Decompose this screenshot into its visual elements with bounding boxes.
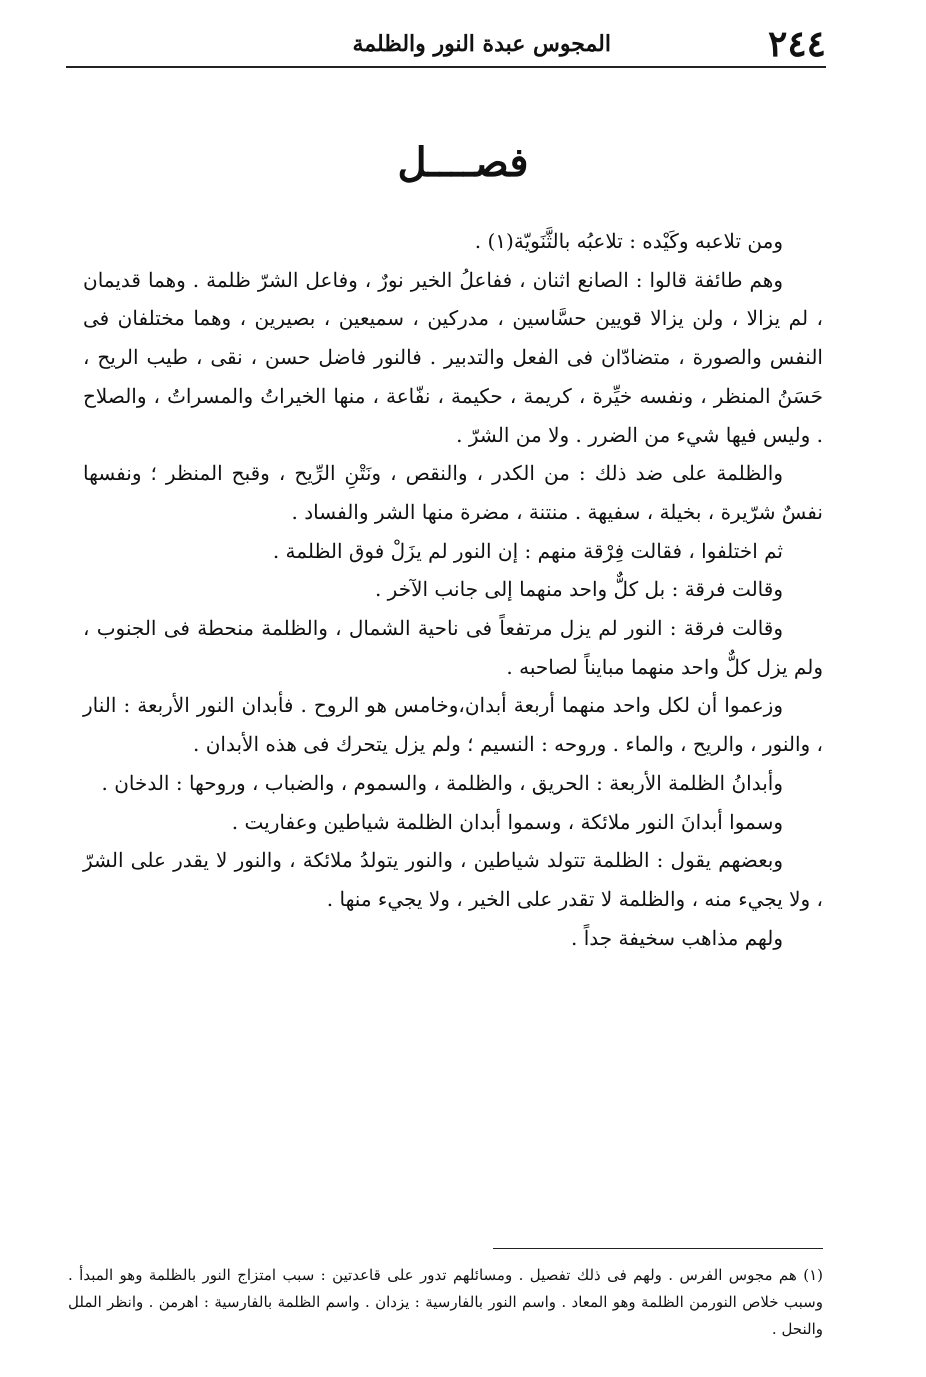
footnote-divider [493, 1248, 823, 1249]
paragraph: وسموا أبدانَ النور ملائكة ، وسموا أبدان الظلمة شياطين وعفاريت . [231, 809, 783, 834]
paragraph: وقالت فرقة : النور لم يزل مرتفعاً فى ناحية الشمال ، والظلمة منحطة فى الجنوب ، ولم يزل كلٌّ واحد منهما مبايناً لصاحبه . [83, 616, 823, 679]
paragraph: ومن تلاعبه وكَيْده : تلاعبُه بالثَّنَويّة(١) . [474, 229, 783, 253]
paragraph: وهم طائفة قالوا : الصانع اثنان ، ففاعلُ الخير نورٌ ، وفاعل الشرّ ظلمة . وهما قديمان ، لم يزالا ، ولن يزالا قويين حسَّاسين ، مدركين ، سميعين ، بصيرين ، وهما مختلفان فى النفس والصورة ، متضادّان فى الفعل والتدبير . فالنور فاضل حسن ، نقى ، طيب الريح ، حَسَنُ المنظر ، ونفسه خيِّرة ، كريمة ، حكيمة ، نفّاعة ، منها الخيراتُ والمسراتُ ، والصلاح . وليس فيها شيء من الضرر . ولا من الشرّ . [83, 267, 823, 447]
paragraph: ولهم مذاهب سخيفة جداً . [571, 925, 783, 950]
body-text [83, 222, 823, 957]
page-number: ٢٤٤ [767, 23, 826, 65]
paragraph: وزعموا أن لكل واحد منهما أربعة أبدان،وخامس هو الروح . فأبدان النور الأربعة : النار ، والنور ، والريح ، والماء . وروحه : النسيم ؛ ولم يزل يتحرك فى هذه الأبدان . [83, 693, 823, 757]
paragraph: وبعضهم يقول : الظلمة تتولد شياطين ، والنور يتولدُ ملائكة ، والنور لا يقدر على الشرّ ، ولا يجيء منه ، والظلمة لا تقدر على الخير ، ولا يجيء منها . [83, 848, 823, 911]
paragraph: وأبدانُ الظلمة الأربعة : الحريق ، والظلمة ، والسموم ، والضباب ، وروحها : الدخان . [101, 770, 783, 795]
footnotes [68, 1262, 823, 1343]
paragraph: والظلمة على ضد ذلك : من الكدر ، والنقص ، ونَتْنِ الرِّيح ، وقبح المنظر ؛ ونفسها نفسٌ شرّيرة ، بخيلة ، سفيهة . منتنة ، مضرة منها الشر والفساد . [83, 461, 823, 524]
paragraph: ثم اختلفوا ، فقالت فِرْقة منهم : إن النور لم يزَلْ فوق الظلمة . [272, 538, 783, 563]
page-header [66, 22, 826, 68]
section-heading: فصــــل [397, 139, 529, 186]
footnote: (١) هم مجوس الفرس . ولهم فى ذلك تفصيل . ومسائلهم تدور على قاعدتين : سبب امتزاج النور بالظلمة وهو المبدأ . وسبب خلاص النورمن الظلمة وهو المعاد . واسم النور بالفارسية : يزدان . واسم الظلمة بالفارسية : اهرمن . وانظر الملل والنحل . [68, 1266, 824, 1338]
paragraph: وقالت فرقة : بل كلٌّ واحد منهما إلى جانب الآخر . [374, 577, 783, 602]
running-title: المجوس عبدة النور والظلمة [352, 31, 611, 57]
